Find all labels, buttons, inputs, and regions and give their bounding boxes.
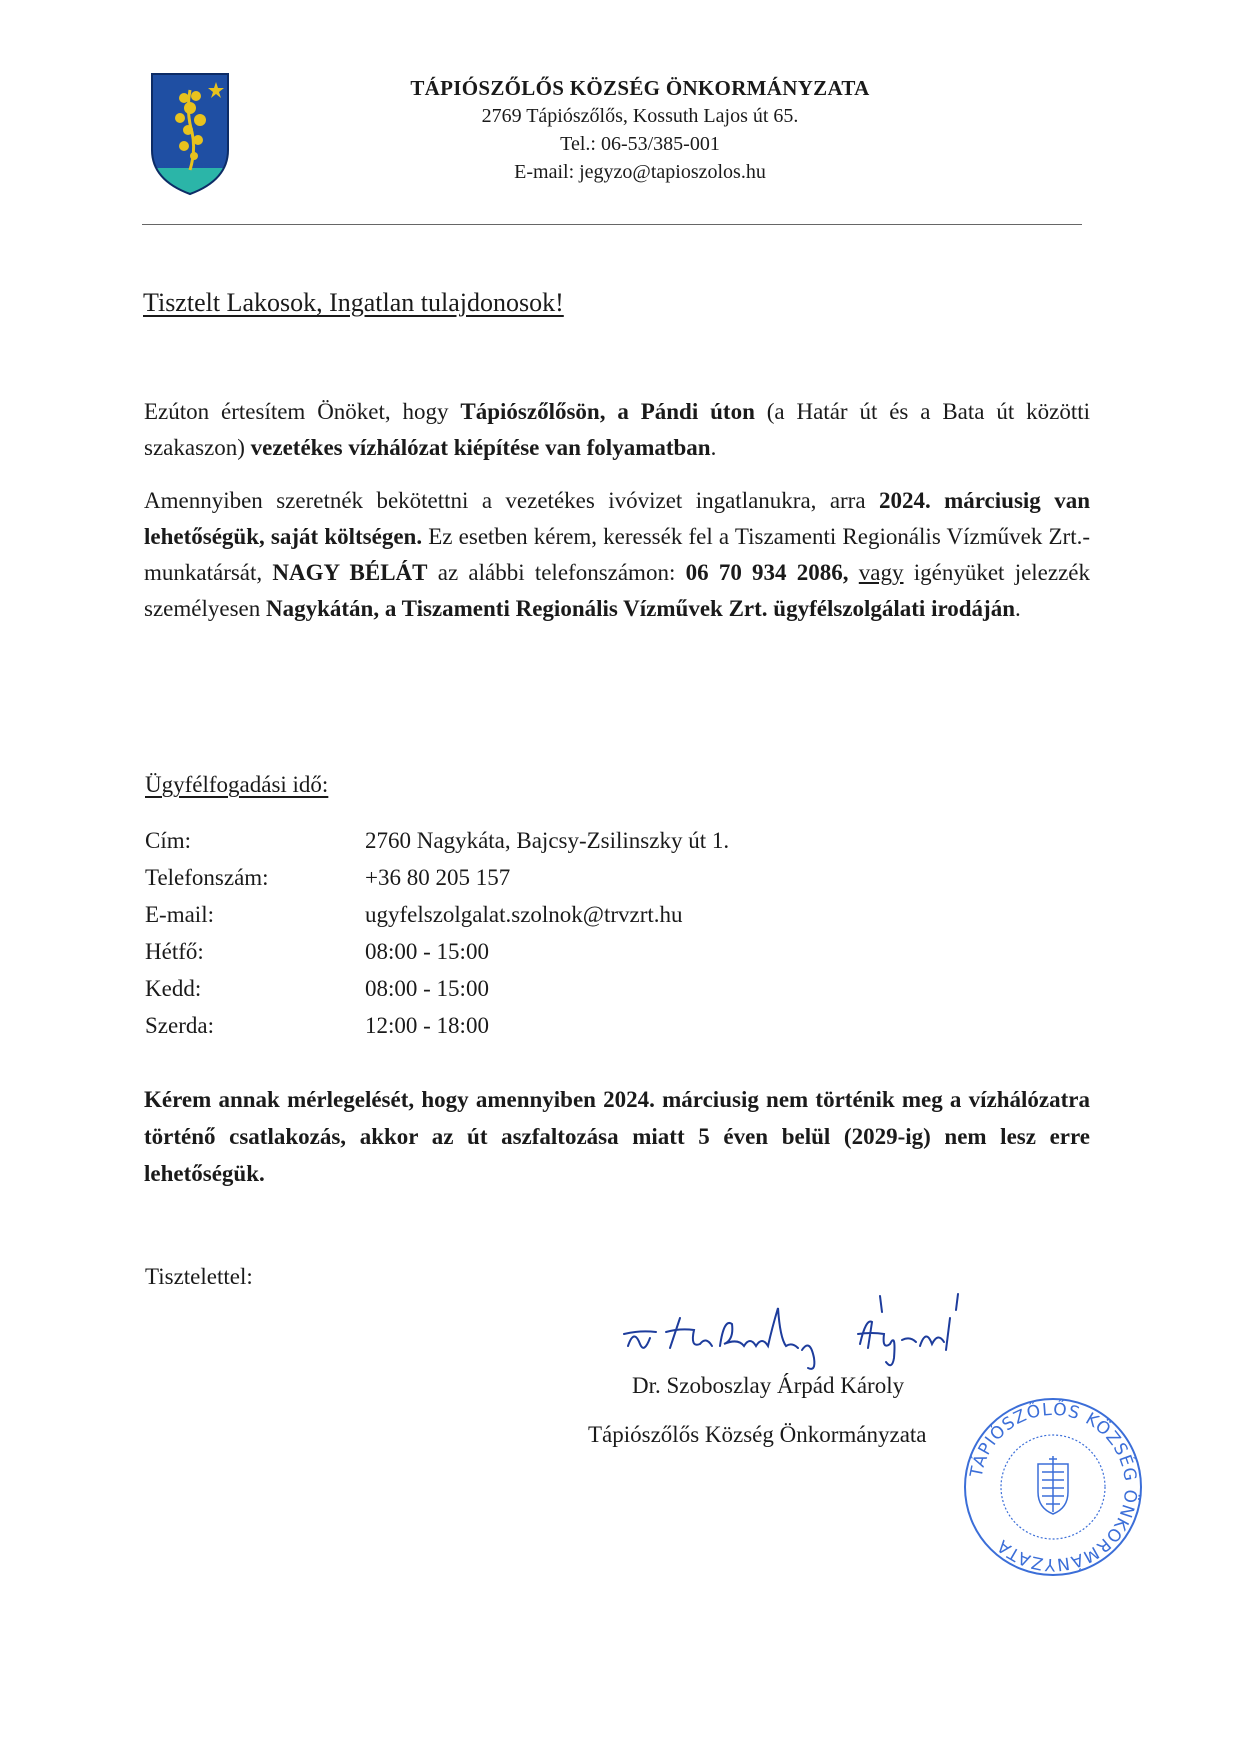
office-hours-list (145, 822, 729, 1044)
paragraph-bold: vezetékes vízhálózat kiépítése van folyamatban (250, 435, 711, 460)
organization-email: E-mail: jegyzo@tapioszolos.hu (514, 161, 766, 183)
office-hours-row (145, 822, 729, 859)
paragraph-text (849, 560, 859, 585)
organization-address: 2769 Tápiószőlős, Kossuth Lajos út 65. (481, 105, 799, 127)
row-label: Kedd: (145, 976, 202, 1001)
final-notice: Kérem annak mérlegelését, hogy amennyiben 2024. márciusig nem történik meg a vízhálózatra történő csatlakozás, akkor az út aszfaltozása miatt 5 éven belül (2029-ig) nem lesz erre lehetőségük. (144, 1087, 1090, 1186)
coat-of-arms-icon (150, 72, 230, 196)
paragraph-text: . (1015, 596, 1021, 621)
paragraph-text: igényüket jelezzék személyesen (144, 560, 1091, 621)
row-value: 2760 Nagykáta, Bajcsy-Zsilinszky út 1. (365, 828, 730, 853)
row-label: Cím: (145, 828, 192, 853)
contact-phone: 06 70 934 2086, (685, 560, 849, 585)
paragraph-bold: Tápiószőlősön, a Pándi úton (460, 399, 755, 424)
office-hours-row (145, 896, 729, 933)
closing: Tisztelettel: (145, 1264, 253, 1289)
paragraph-text: az alábbi telefonszámon: (427, 560, 686, 585)
signer-name: Dr. Szoboszlay Árpád Károly (632, 1373, 905, 1398)
row-label: E-mail: (145, 902, 214, 927)
row-label: Telefonszám: (145, 865, 269, 890)
paragraph-text: (a Határ út és a Bata út közötti szakaszon) (144, 399, 1090, 460)
salutation: Tisztelt Lakosok, Ingatlan tulajdonosok! (143, 288, 564, 317)
office-hours-title: Ügyfélfogadási idő: (145, 772, 329, 797)
organization-name: TÁPIÓSZŐLŐS KÖZSÉG ÖNKORMÁNYZATA (410, 76, 870, 100)
office-hours-row (145, 933, 729, 970)
paragraph-text: Ez esetben kérem, keressék fel a Tiszamenti Regionális Vízművek Zrt.- munkatársát, (144, 524, 1090, 585)
paragraph-text: . (710, 435, 717, 460)
office-hours-row (145, 970, 729, 1007)
paragraph-instructions (144, 483, 1090, 627)
row-label: Szerda: (145, 1013, 214, 1038)
signer-organization: Tápiószőlős Község Önkormányzata (588, 1422, 927, 1447)
office-hours-row (145, 1007, 729, 1044)
row-label: Hétfő: (145, 939, 204, 964)
stamp-text: TÁPIÓSZŐLŐS KÖZSÉG ÖNKORMÁNYZATA (966, 1399, 1141, 1575)
paragraph-underline: vagy (858, 560, 904, 585)
official-stamp (958, 1392, 1148, 1582)
handwritten-signature (620, 1288, 1020, 1378)
header-divider (142, 224, 1082, 225)
row-value: ugyfelszolgalat.szolnok@trvzrt.hu (365, 902, 683, 927)
contact-name: NAGY BÉLÁT (272, 560, 428, 585)
deadline-bold: 2024. márciusig van lehetőségük, saját költségen. (144, 488, 1090, 549)
row-value: 08:00 - 15:00 (365, 939, 489, 964)
organization-phone: Tel.: 06-53/385-001 (560, 133, 720, 155)
paragraph-notice (144, 394, 1090, 466)
office-location: Nagykátán, a Tiszamenti Regionális Vízművek Zrt. ügyfélszolgálati irodáján (265, 596, 1016, 621)
row-value: 12:00 - 18:00 (365, 1013, 489, 1038)
row-value: +36 80 205 157 (365, 865, 511, 890)
paragraph-text: Ezúton értesítem Önöket, hogy (144, 399, 461, 424)
paragraph-text: Amennyiben szeretnék bekötettni a vezetékes ivóvizet ingatlanukra, arra (144, 488, 879, 513)
office-hours-row (145, 859, 729, 896)
letterhead (250, 74, 1030, 186)
row-value: 08:00 - 15:00 (365, 976, 489, 1001)
